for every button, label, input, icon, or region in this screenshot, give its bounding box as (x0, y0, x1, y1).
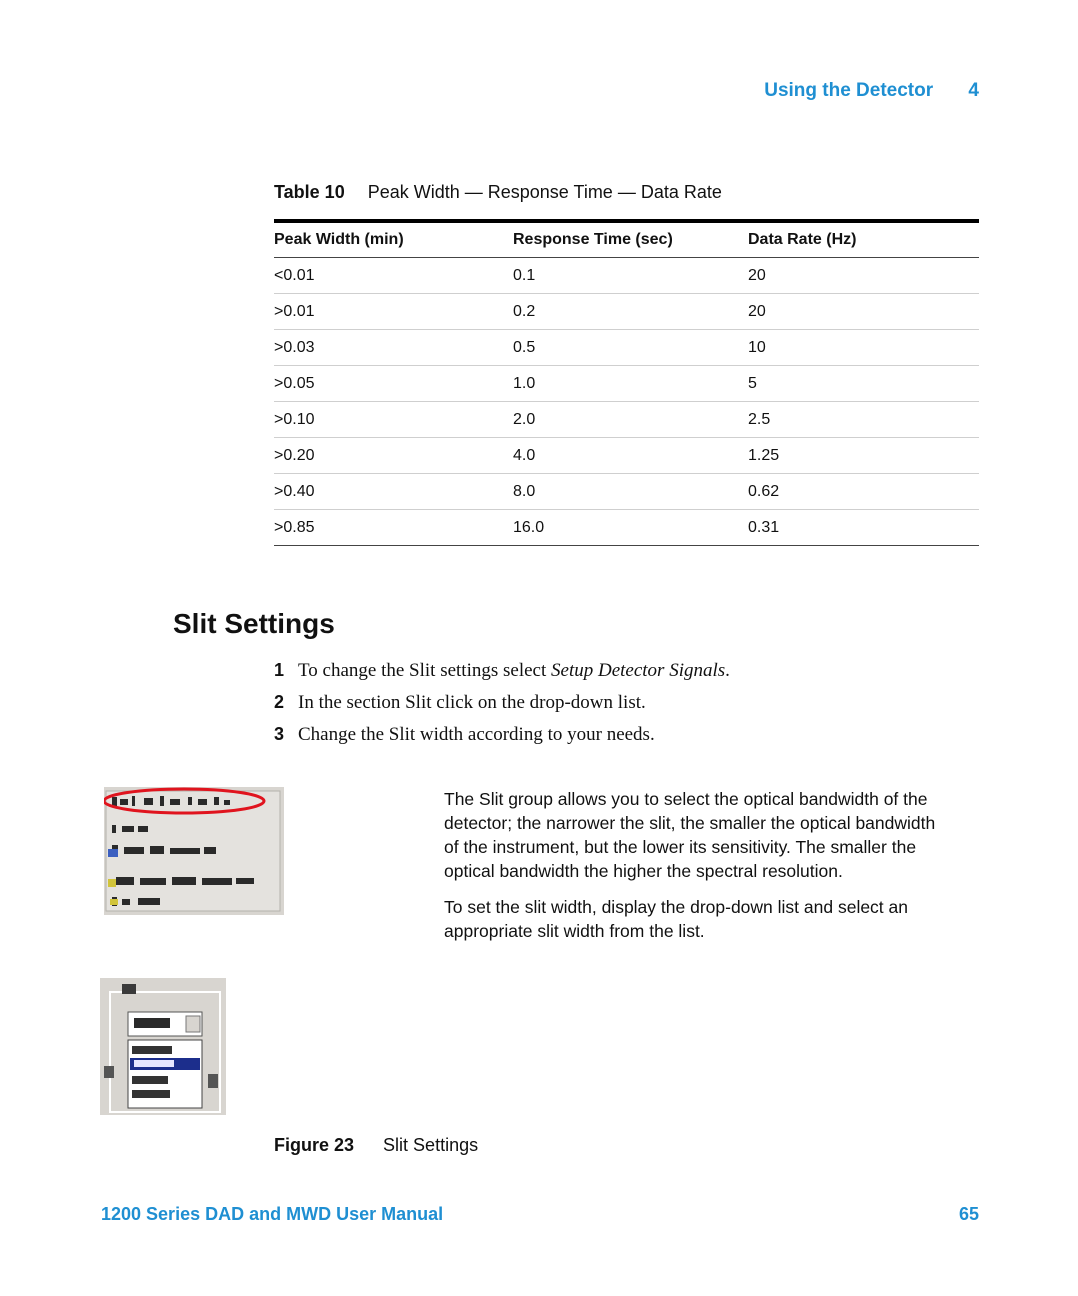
cell-data-rate: 0.62 (748, 474, 979, 510)
figure-caption (274, 1135, 478, 1156)
cell-response-time: 2.0 (513, 402, 748, 438)
slit-dropdown-screenshot (100, 978, 226, 1115)
cell-peak-width: >0.20 (274, 438, 513, 474)
step-item (274, 660, 730, 692)
cell-response-time: 0.5 (513, 330, 748, 366)
description-paragraph: To set the slit width, display the drop-down list and select an appropriate slit width from the list. (444, 897, 908, 941)
header-chapter-number: 4 (968, 80, 979, 101)
table-row (274, 258, 979, 294)
step-text: To change the Slit settings select (298, 660, 552, 681)
step-number: 1 (274, 660, 285, 680)
figure-title: Slit Settings (383, 1135, 479, 1155)
column-header-peak-width: Peak Width (min) (274, 221, 513, 258)
description-text (444, 787, 954, 955)
section-heading: Slit Settings (173, 608, 335, 639)
step-text-end: . (725, 660, 730, 681)
table-row (274, 366, 979, 402)
cell-response-time: 1.0 (513, 366, 748, 402)
cell-response-time: 16.0 (513, 510, 748, 546)
table-row (274, 438, 979, 474)
cell-data-rate: 20 (748, 258, 979, 294)
figure-label: Figure 23 (274, 1135, 355, 1155)
column-header-data-rate: Data Rate (Hz) (748, 221, 979, 258)
cell-data-rate: 2.5 (748, 402, 979, 438)
table-caption (274, 182, 722, 203)
peak-width-table (274, 219, 979, 546)
cell-response-time: 8.0 (513, 474, 748, 510)
step-item (274, 692, 730, 724)
cell-peak-width: >0.10 (274, 402, 513, 438)
step-number: 2 (274, 692, 285, 712)
step-text: Change the Slit width according to your needs. (298, 724, 655, 745)
footer-manual-title: 1200 Series DAD and MWD User Manual (101, 1204, 444, 1224)
cell-peak-width: >0.03 (274, 330, 513, 366)
cell-data-rate: 10 (748, 330, 979, 366)
step-number: 3 (274, 724, 285, 744)
table-row (274, 294, 979, 330)
cell-peak-width: <0.01 (274, 258, 513, 294)
table-row (274, 402, 979, 438)
description-paragraph: The Slit group allows you to select the optical bandwidth of the detector; the narrower the slit, the smaller the optical bandwidth of the instrument, but the lower its sensitivity. The smaller the optical bandwidth the higher the spectral resolution. (444, 789, 936, 881)
table-title: Peak Width — Response Time — Data Rate (367, 182, 722, 202)
cell-peak-width: >0.01 (274, 294, 513, 330)
column-header-response-time: Response Time (sec) (513, 221, 748, 258)
cell-response-time: 0.1 (513, 258, 748, 294)
cell-peak-width: >0.40 (274, 474, 513, 510)
header-section-title: Using the Detector (764, 80, 934, 101)
footer-page-number: 65 (958, 1204, 979, 1224)
cell-data-rate: 0.31 (748, 510, 979, 546)
table-label: Table 10 (274, 182, 345, 202)
table-row (274, 510, 979, 546)
cell-peak-width: >0.05 (274, 366, 513, 402)
running-header (764, 80, 979, 102)
table-row (274, 330, 979, 366)
cell-data-rate: 5 (748, 366, 979, 402)
cell-response-time: 4.0 (513, 438, 748, 474)
cell-data-rate: 1.25 (748, 438, 979, 474)
step-text: In the section Slit click on the drop-down list. (298, 692, 646, 713)
procedure-steps (274, 660, 730, 756)
step-emphasis: Setup Detector Signals (551, 660, 726, 681)
cell-response-time: 0.2 (513, 294, 748, 330)
table-row (274, 474, 979, 510)
step-item (274, 724, 730, 756)
cell-data-rate: 20 (748, 294, 979, 330)
slit-group-screenshot (104, 787, 284, 915)
cell-peak-width: >0.85 (274, 510, 513, 546)
